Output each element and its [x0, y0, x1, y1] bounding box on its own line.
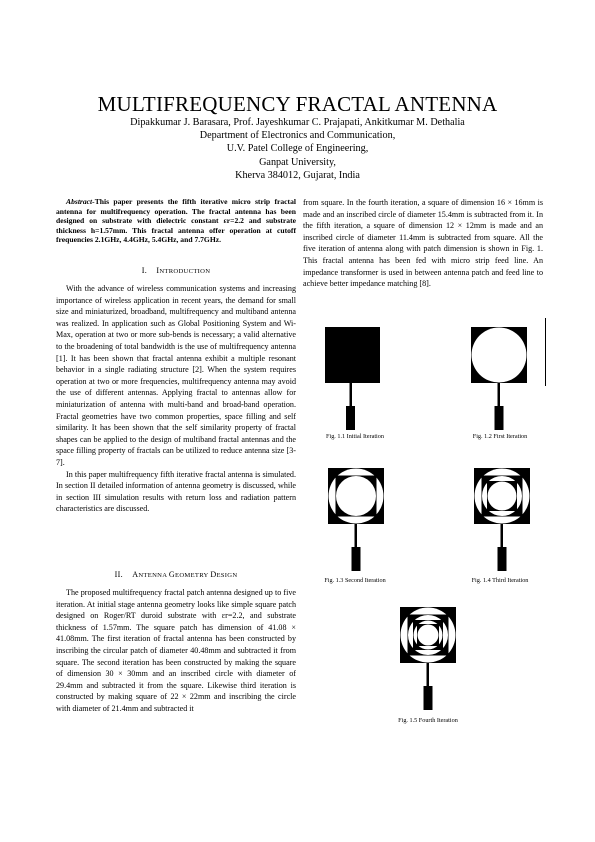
figure-initial-iteration: [322, 326, 382, 430]
geometry-body: [56, 587, 296, 715]
right-paragraph-1: from square. In the fourth iteration, a square of dimension 16 × 16mm is made and an inscribed circle of diameter 15.4mm is subtracted from it. In the fifth iteration, a square of dimension 12 × 12mm is made and an inscribed circle of diameter 11.4mm is subtracted from square. All the five iteration of antenna along with patch dimension is shown in Fig. 1. This fractal antenna has been fed with micro strip feed line. An impedance transformer is used in between antenna patch and feed line to achieve better impedance matching [8].: [303, 198, 543, 289]
figure-third-iteration: [472, 467, 532, 571]
caption-fig-1-3: Fig. 1.3 Second Iteration: [324, 577, 386, 584]
intro-paragraph-2: In this paper multifrequency fifth iterative fractal antenna is simulated. In section II detailed information of antenna geometry is discussed, while in section III simulation results with return loss and radiation pattern characteristics are discussed.: [56, 469, 296, 514]
section-heading-geometry: II. ANTENNA GEOMETRY DESIGN: [114, 570, 238, 579]
caption-fig-1-5: Fig. 1.5 Fourth Iteration: [398, 717, 458, 724]
abstract: [56, 197, 296, 245]
address-line: Kherva 384012, Gujarat, India: [235, 169, 360, 181]
margin-rule: [545, 318, 546, 386]
college-line: U.V. Patel College of Engineering,: [226, 143, 369, 155]
figure-fourth-iteration: [398, 606, 458, 710]
university-line: Ganpat University,: [259, 156, 336, 168]
right-column-body: [303, 197, 543, 290]
intro-body: [56, 283, 296, 515]
caption-fig-1-1: Fig. 1.1 Initial Iteration: [326, 433, 384, 440]
author-block: [0, 116, 595, 182]
geometry-paragraph-1: The proposed multifrequency fractal patch antenna designed up to five iteration. At initial stage antenna geometry looks like simple square patch designed on Roger/RT duroid substrate with εr=2.2, and substrate thickness of 1.57mm. The square patch has dimension of 41.08 × 41.08mm. The first iteration of fractal antenna has been constructed by inscribing the circular patch of diameter 40.48mm and subtracted it from square. The second iteration has been constructed by making the square of dimension 30 × 30mm and an inscribed circle with diameter of 29.4mm and subtracted it from the square. Likewise third iteration is constructed by making square of 22 × 22mm and inscribing the circle with diameter of 21.4mm and subtracted it: [56, 588, 296, 713]
intro-paragraph-1: With the advance of wireless communication systems and increasing importance of wireless application in recent years, the demand for small size and miniaturized, broadband, multifrequency and multiband antenna was realized. In application such as Global Positioning System and Wi-Max, operation at two or more sub-bends is necessary; a valid alternative to the broadening of total bandwidth is the use of multifrequency antenna [1]. It has been shown that fractal antenna exhibit a multiple resonant behavior in a single radiating structure [2]. When the system requires operation at two or more frequencies, multifrequency antenna may avoid the use of different antennas. Applying fractal to antennas allow for miniaturization of antenna with multi-band and broad-band operation. Fractal geometries have two common properties, space filling and self similarity. It has been shown that the self similarity property of fractal shapes can be applied to the design of multiband fractal antennas and the space filling property of fractals can be utilized to reduce antenna size [3-7].: [56, 284, 296, 467]
figure-first-iteration: [469, 326, 529, 430]
caption-fig-1-2: Fig. 1.2 First Iteration: [472, 433, 528, 440]
abstract-label: Abstract-: [66, 197, 95, 206]
department-line: Department of Electronics and Communication,: [199, 130, 396, 142]
authors-line: Dipakkumar J. Barasara, Prof. Jayeshkumar C. Prajapati, Ankitkumar M. Dethalia: [130, 117, 465, 128]
caption-fig-1-4: Fig. 1.4 Third Iteration: [471, 577, 529, 584]
figure-second-iteration: [326, 467, 386, 571]
paper-title: MULTIFREQUENCY FRACTAL ANTENNA: [97, 92, 498, 116]
abstract-text: This paper presents the fifth iterative micro strip fractal antenna for multifrequency operation. The fractal antenna has been designed on substrate with dielectric constant εr=2.2 and substrate thickness h=1.57mm. This fractal antenna offer operation at cutoff frequencies 2.1GHz, 4.4GHz, 5.4GHz, and 7.7GHz.: [56, 197, 296, 245]
section-heading-introduction: I. INTRODUCTION: [141, 266, 211, 275]
